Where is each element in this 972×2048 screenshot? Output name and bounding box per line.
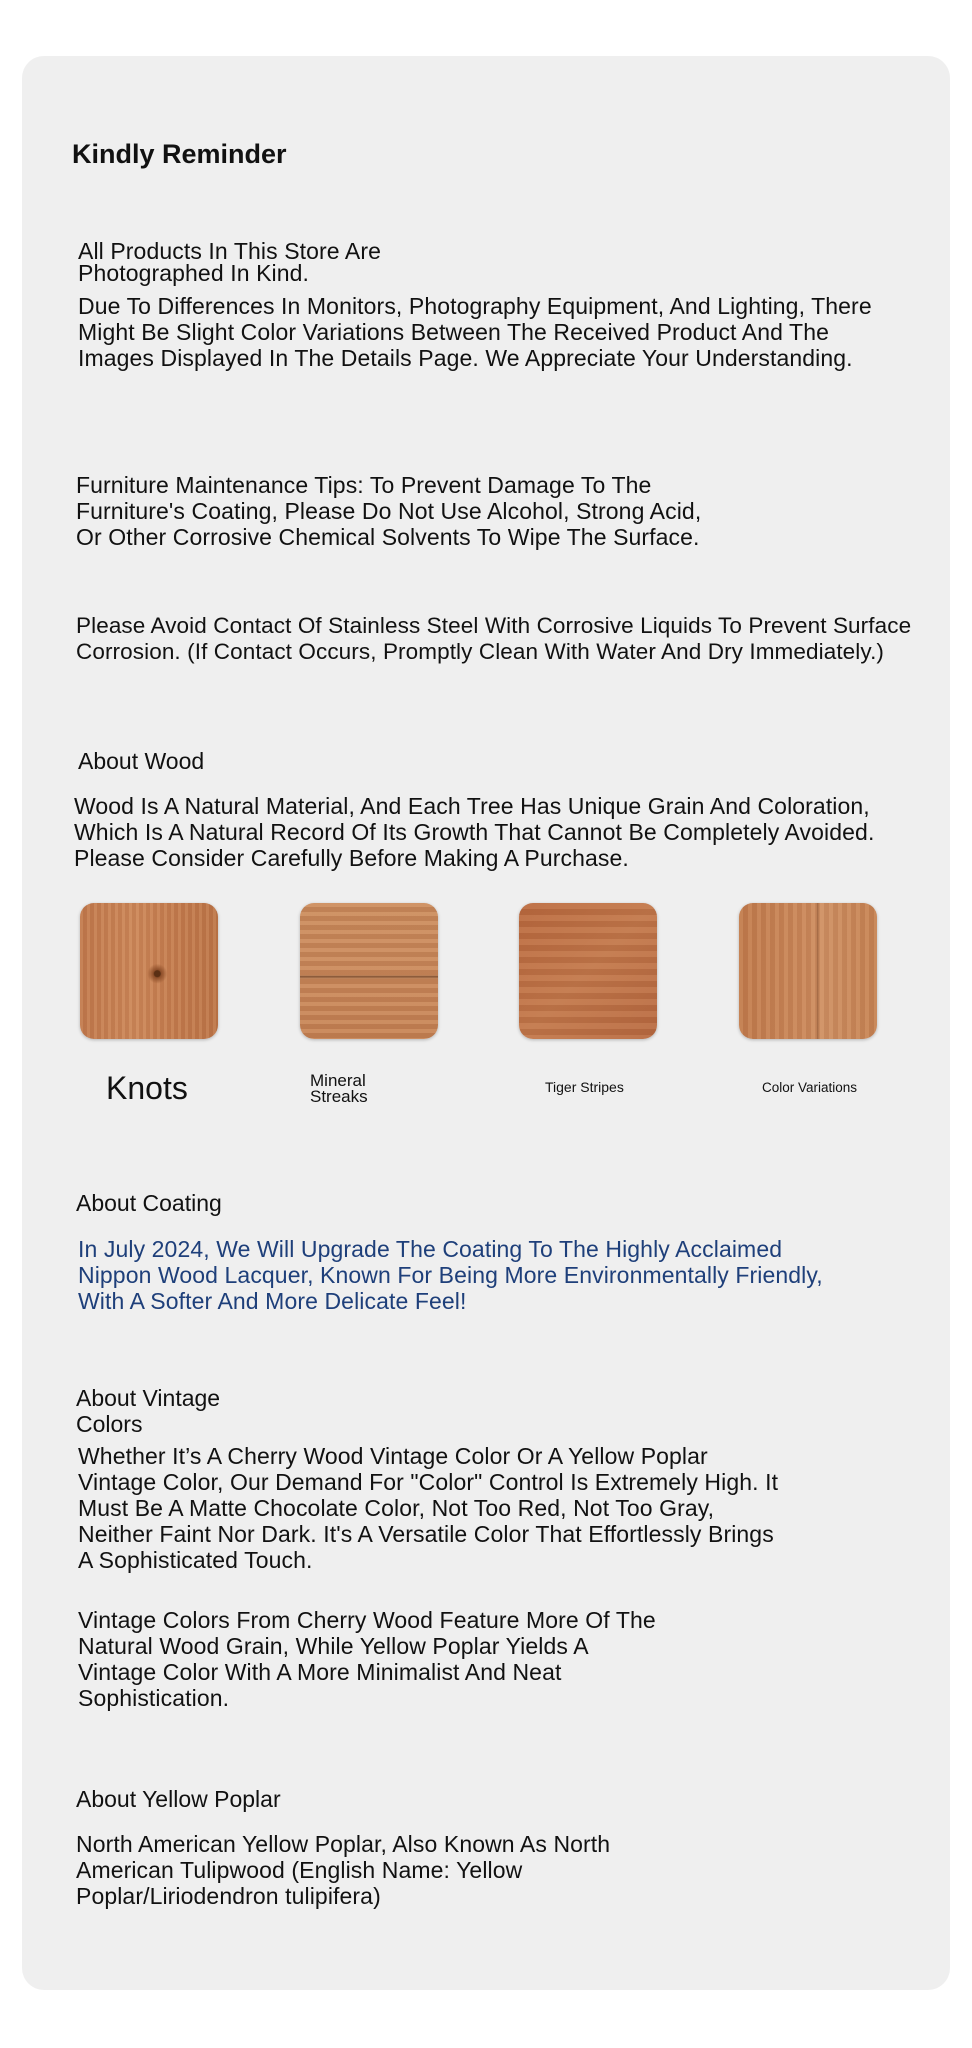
color-variation-note: Due To Differences In Monitors, Photography Equipment, And Lighting, There Might Be Slight Color Variations Between The Received Product And The Images Displayed In The Details Page. We Appreciate Your Understanding. [78, 293, 872, 371]
mineral-streaks-sample-image [300, 903, 438, 1039]
knots-label: Knots [106, 1070, 188, 1106]
steel-warning: Please Avoid Contact Of Stainless Steel With Corrosive Liquids To Prevent Surface Corrosion. (If Contact Occurs, Promptly Clean With Water And Dry Immediately.) [76, 613, 912, 664]
wood-heading: About Wood [78, 748, 205, 774]
wood-body: Wood Is A Natural Material, And Each Tree Has Unique Grain And Coloration, Which Is A Natural Record Of Its Growth That Cannot Be Completely Avoided. Please Consider Carefully Before Making A Purchase. [74, 793, 875, 871]
mineral-streaks-label: Mineral Streaks [310, 1071, 368, 1106]
knots-sample-image [80, 903, 218, 1039]
tiger-stripes-label: Tiger Stripes [545, 1079, 624, 1095]
color-variations-sample-image [739, 903, 877, 1039]
vintage-paragraph-2: Vintage Colors From Cherry Wood Feature More Of The Natural Wood Grain, While Yellow Poplar Yields A Vintage Color With A More Minimalist And Neat Sophistication. [78, 1607, 656, 1711]
tiger-stripes-sample-image [519, 903, 657, 1039]
poplar-heading: About Yellow Poplar [76, 1786, 281, 1812]
color-variations-label: Color Variations [762, 1080, 858, 1095]
page-title: Kindly Reminder [72, 139, 287, 169]
photographed-note: All Products In This Store Are Photographed In Kind. [78, 238, 381, 286]
coating-body: In July 2024, We Will Upgrade The Coating To The Highly Acclaimed Nippon Wood Lacquer, Known For Being More Environmentally Friendly, With A Softer And More Delicate Feel! [78, 1236, 823, 1314]
vintage-heading: About Vintage Colors [76, 1385, 221, 1437]
maintenance-tips: Furniture Maintenance Tips: To Prevent Damage To The Furniture's Coating, Please Do Not Use Alcohol, Strong Acid, Or Other Corrosive Chemical Solvents To Wipe The Surface. [76, 472, 702, 550]
coating-heading: About Coating [76, 1190, 222, 1216]
poplar-body: North American Yellow Poplar, Also Known As North American Tulipwood (English Name: Yellow Poplar/Liriodendron tulipifera) [76, 1831, 611, 1909]
vintage-paragraph-1: Whether It’s A Cherry Wood Vintage Color Or A Yellow Poplar Vintage Color, Our Demand For "Color" Control Is Extremely High. It Must Be A Matte Chocolate Color, Not Too Red, Not Too Gray, Neither Faint Nor Dark. It's A Versatile Color That Effortlessly Brings A Sophisticated Touch. [78, 1443, 779, 1573]
